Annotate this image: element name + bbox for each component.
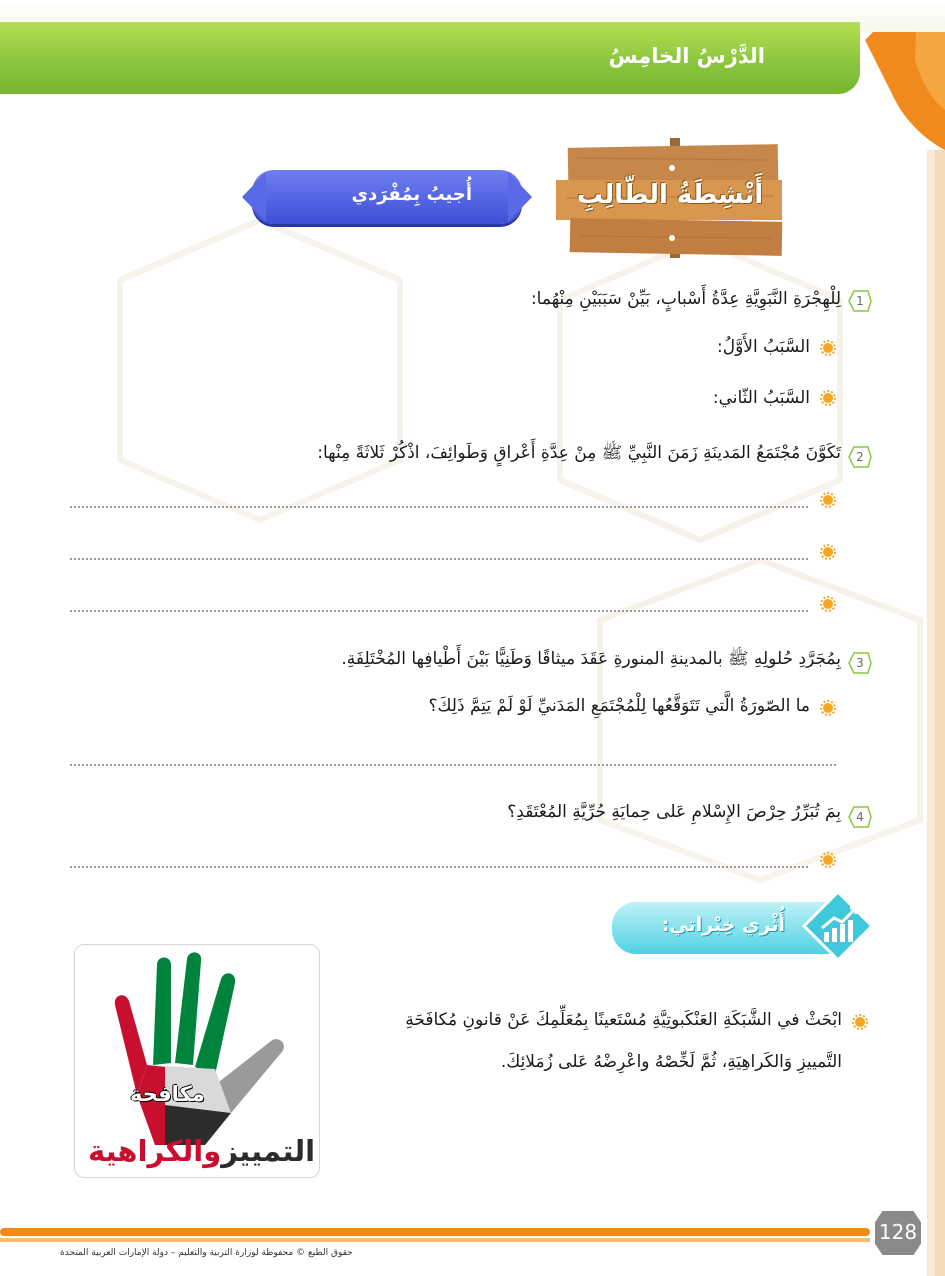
bullet-icon [820, 340, 836, 356]
orange-ornament-edge [865, 0, 945, 1276]
question-3-subquestion: ما الصّورَةُ الَّتي تَتَوَقَّعُها لِلْمُجْتَمَعِ المَدَنيِّ لَوْ لَمْ يَتِمَّ ذَلِكَ؟ [428, 696, 810, 716]
sign-label: أَنْشِطَةُ الطّالِبِ [576, 180, 764, 210]
poster-word-hatred: والكراهية [88, 1134, 222, 1168]
answer-line[interactable] [70, 506, 808, 508]
pill-left-cap [238, 172, 268, 222]
pill-right-cap [506, 172, 536, 222]
answer-line[interactable] [70, 866, 808, 868]
bullet-icon [820, 700, 836, 716]
bullet-icon [820, 544, 836, 560]
answer-line[interactable] [70, 610, 808, 612]
enrich-instruction-line-1: ابْحَثْ في الشَّبَكَةِ العَنْكَبوتِيَّةِ مُسْتَعينًا بِمُعَلِّمِكَ عَنْ قانونِ مُكافَحَةِ [405, 1010, 842, 1030]
copyright-notice: حقوق الطبع © محفوظة لوزارة التربية والتعليم – دولة الإمارات العربية المتحدة [60, 1248, 353, 1258]
individual-answer-pill [252, 170, 522, 224]
question-3-text: بِمُجَرَّدِ حُلولِهِ ﷺ بالمدينةِ المنورةِ عَقَدَ ميثاقًا وَطَنِيًّا بَيْنَ أَطْيافِها المُخْتَلِفَةِ. [341, 649, 841, 669]
q1-second-reason-label: السَّبَبُ الثّاني: [712, 388, 810, 408]
bullet-icon [852, 1014, 868, 1030]
question-2-text: تَكَوَّنَ مُجْتَمَعُ المَدينَةِ زَمَنَ النَّبِيِّ ﷺ مِنْ عِدَّةِ أَعْراقٍ وَطَوائِفَ، اذْكُرْ ثَلاثَةً مِنْها: [317, 443, 841, 463]
footer-orange-bar-light [0, 1238, 870, 1242]
q1-first-reason-label: السَّبَبُ الأَوَّلُ: [716, 337, 810, 357]
poster-word-combat: مكافحة [130, 1082, 205, 1106]
pill-label: أُجيبُ بِمُفْرَدي [351, 184, 472, 205]
question-4-number: 4 [856, 810, 864, 824]
enrich-instruction-line-2: التَّمييزِ وَالكَراهِيَةِ، ثُمَّ لَخِّصْهُ واعْرِضْهُ عَلى زُمَلائِكَ. [500, 1052, 842, 1072]
poster-subtitle [88, 1134, 315, 1168]
bullet-icon [820, 390, 836, 406]
answer-line[interactable] [70, 558, 808, 560]
question-1-text: لِلْهِجْرَةِ النَّبَوِيَّةِ عِدَّةُ أَسْبابٍ، بَيِّنْ سَبَبَيْنِ مِنْهُما: [530, 289, 841, 309]
question-4-text: بِمَ تُبَرِّرُ حِرْصَ الإِسْلامِ عَلى حِمايَةِ حُرِّيَّةِ المُعْتَقَدِ؟ [507, 802, 841, 822]
bullet-icon [820, 852, 836, 868]
answer-line[interactable] [70, 764, 836, 766]
question-1-number: 1 [856, 294, 864, 308]
question-3-number: 3 [856, 656, 864, 670]
bullet-icon [820, 492, 836, 508]
enrich-banner-label: أُثْري خِبْراتي: [661, 914, 785, 936]
growth-chart-icon [800, 888, 876, 964]
bullet-icon [820, 596, 836, 612]
question-2-number: 2 [856, 450, 864, 464]
footer-orange-bar [0, 1228, 870, 1236]
poster-word-discrimination: التمييز [221, 1134, 316, 1168]
lesson-title: الدَّرْسُ الخامِسُ [608, 44, 765, 68]
page-number: 128 [878, 1220, 918, 1244]
